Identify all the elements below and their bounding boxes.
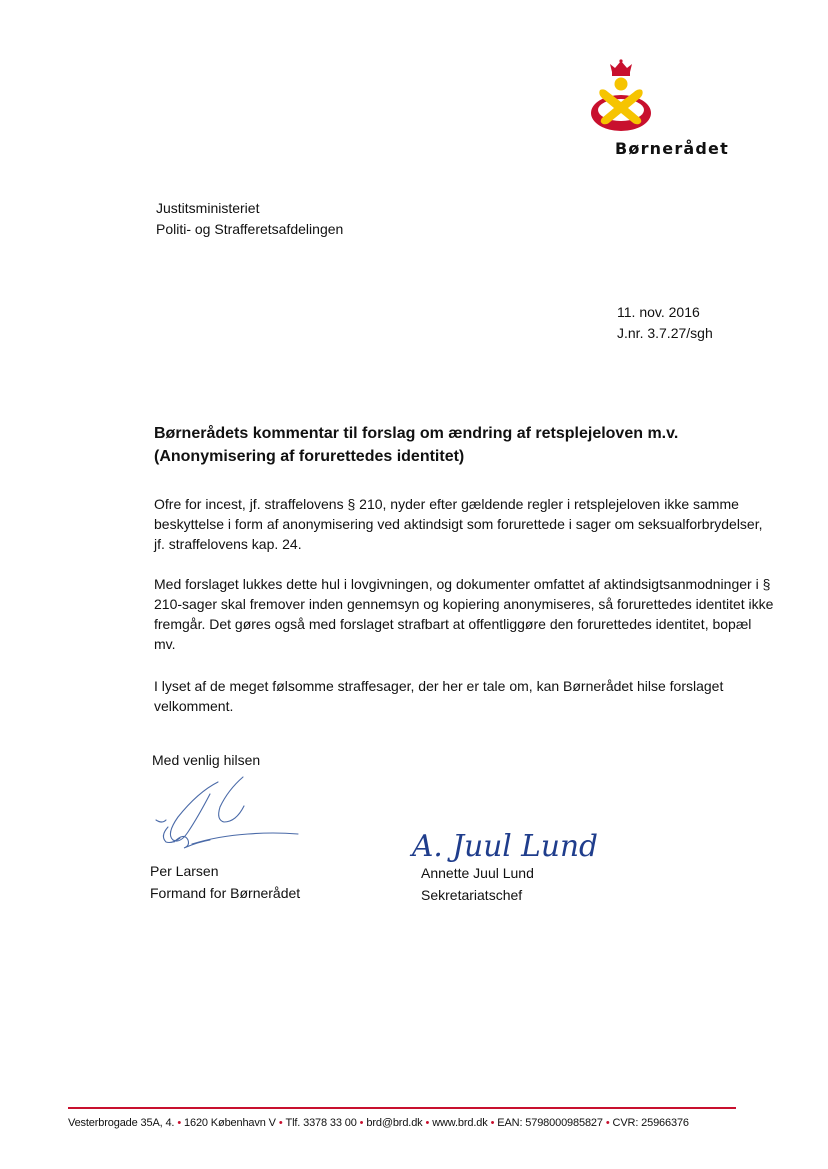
footer-phone: Tlf. 3378 33 00 <box>285 1117 357 1129</box>
signer-block <box>150 860 300 904</box>
journal-number: J.nr. 3.7.27/sgh <box>617 325 713 341</box>
body-paragraph: I lyset af de meget følsomme straffesager, der her er tale om, kan Børnerådet hilse forslaget velkomment. <box>154 678 724 714</box>
letter-meta <box>617 302 713 344</box>
separator-bullet: • <box>425 1117 430 1129</box>
borneraadet-logo <box>582 58 662 134</box>
separator-bullet: • <box>605 1117 610 1129</box>
letter-date: 11. nov. 2016 <box>617 304 700 320</box>
signer-block <box>421 862 534 906</box>
body-paragraph: Ofre for incest, jf. straffelovens § 210, nyder efter gældende regler i retsplejeloven ikke samme beskyttelse i form af anonymisering ved aktindsigt som forurettede i sager om seksualforbrydelser, jf. straffelovens kap. 24. <box>154 496 763 552</box>
footer-divider <box>68 1107 736 1109</box>
signer-title: Formand for Børnerådet <box>150 885 301 901</box>
footer-ean: EAN: 5798000985827 <box>497 1117 603 1129</box>
handwritten-signature-per-larsen <box>148 772 308 862</box>
brand-wordmark: Børnerådet <box>615 139 729 158</box>
signer-name: Annette Juul Lund <box>421 865 534 881</box>
letter-title <box>154 422 774 468</box>
recipient-block <box>156 198 343 240</box>
recipient-line: Justitsministeriet <box>156 200 260 216</box>
signer-title: Sekretariatschef <box>421 887 523 903</box>
separator-bullet: • <box>177 1117 182 1129</box>
body-paragraph: Med forslaget lukkes dette hul i lovgivningen, og dokumenter omfattet af aktindsigtsanmodninger i § 210-sager skal fremover inden gennemsyn og kopiering anonymiseres, så forurettedes identitet ikke fremgår. Det gøres også med forslaget strafbart at offentliggøre den forurettedes identitet, bopæl mv. <box>154 576 774 652</box>
handwritten-signature-annette-juul-lund <box>408 818 608 868</box>
separator-bullet: • <box>359 1117 364 1129</box>
footer-contact <box>68 1117 768 1129</box>
separator-bullet: • <box>278 1117 283 1129</box>
footer-email: brd@brd.dk <box>366 1117 423 1129</box>
signature-handwriting: A. Juul Lund <box>409 829 598 864</box>
title-line: (Anonymisering af forurettedes identitet) <box>154 448 465 465</box>
recipient-line: Politi- og Strafferetsafdelingen <box>156 221 344 237</box>
footer-city: 1620 København V <box>184 1117 276 1129</box>
closing-salutation: Med venlig hilsen <box>152 752 261 768</box>
footer-web: www.brd.dk <box>432 1117 488 1129</box>
title-line: Børnerådets kommentar til forslag om ændring af retsplejeloven m.v. <box>154 425 679 442</box>
separator-bullet: • <box>490 1117 495 1129</box>
crown-icon <box>610 59 632 76</box>
footer-cvr: CVR: 25966376 <box>612 1117 689 1129</box>
footer-address: Vesterbrogade 35A, 4. <box>68 1117 175 1129</box>
signer-name: Per Larsen <box>150 863 219 879</box>
